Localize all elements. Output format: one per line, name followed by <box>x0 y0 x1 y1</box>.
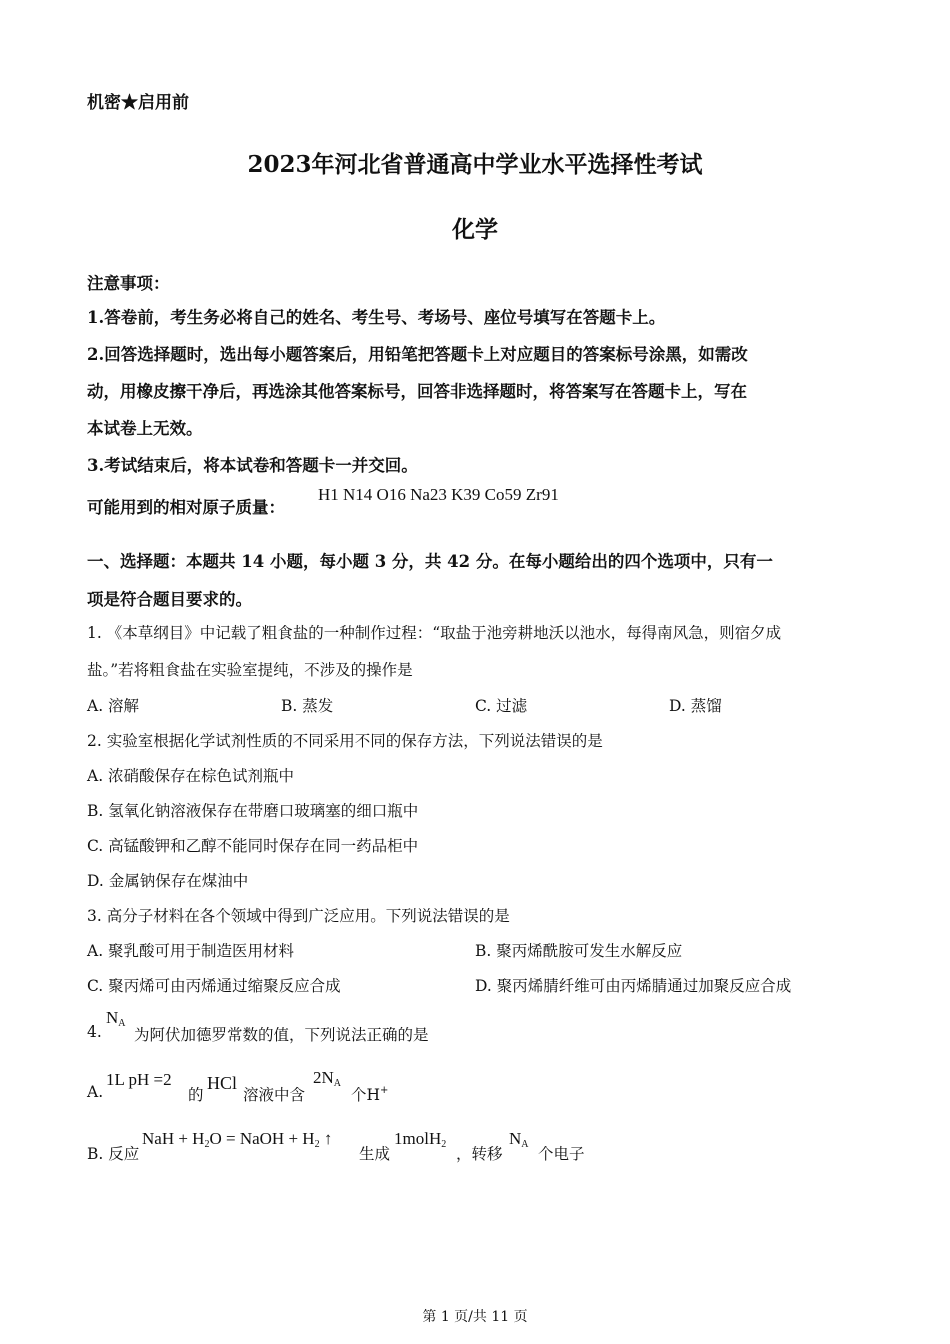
eq-sub-1: 2 <box>204 1139 210 1150</box>
plus-charge: + <box>380 1085 389 1096</box>
atomic-mass-label: 可能用到的相对原子质量： <box>87 498 285 517</box>
ge-char: 个 <box>351 1086 367 1104</box>
question-4-option-b-text-2: ，转移 <box>456 1145 503 1163</box>
notice-heading: 注意事项： <box>87 274 170 293</box>
two-n: 2N <box>313 1068 334 1087</box>
question-3-option-b: B. 聚丙烯酰胺可发生水解反应 <box>475 942 683 960</box>
notice-item-2-line-1: 2.回答选择题时，选出每小题答案后，用铅笔把答题卡上对应题目的答案标号涂黑，如需改 <box>87 345 748 364</box>
eq-sub-2: 2 <box>314 1139 320 1150</box>
question-4-option-a-label: A. <box>87 1083 104 1101</box>
section-1-heading-line-2: 项是符合题目要求的。 <box>87 590 252 609</box>
question-4-number: 4. <box>87 1023 102 1041</box>
notice-item-2-line-2: 动，用橡皮擦干净后，再选涂其他答案标号，回答非选择题时，将答案写在答题卡上，写在 <box>87 382 747 401</box>
mol-sub: 2 <box>441 1139 447 1150</box>
na-subscript: A <box>118 1018 126 1029</box>
question-4-option-b-equation <box>142 1129 332 1150</box>
na-letter: N <box>106 1008 119 1027</box>
notice-item-3: 3.考试结束后，将本试卷和答题卡一并交回。 <box>87 456 418 475</box>
question-4-stem: 为阿伏加德罗常数的值，下列说法正确的是 <box>134 1026 429 1044</box>
notice-item-1: 1.答卷前，考生务必将自己的姓名、考生号、考场号、座位号填写在答题卡上。 <box>87 308 666 327</box>
eq-part-2: O = NaOH + H <box>209 1129 315 1148</box>
question-4-option-a-text-3 <box>351 1083 388 1105</box>
question-1-option-d: D. 蒸馏 <box>669 697 722 715</box>
question-4-na-symbol <box>106 1008 126 1029</box>
question-2-option-c: C. 高锰酸钾和乙醇不能同时保存在同一药品柜中 <box>87 837 419 855</box>
question-3-stem: 3. 高分子材料在各个领域中得到广泛应用。下列说法错误的是 <box>87 907 510 925</box>
page-footer: 第 1 页/共 11 页 <box>422 1309 528 1325</box>
section-1-heading-line-1: 一、选择题：本题共 14 小题，每小题 3 分，共 42 分。在每小题给出的四个选项中，只有一 <box>87 552 773 571</box>
question-4-option-b-na <box>509 1129 529 1150</box>
question-3-option-a: A. 聚乳酸可用于制造医用材料 <box>87 942 295 960</box>
question-1-option-a: A. 溶解 <box>87 697 140 715</box>
question-4-option-b-text-3: 个电子 <box>538 1145 585 1163</box>
question-4-option-b-text-1: 生成 <box>359 1145 391 1163</box>
question-4-option-a-hcl: HCl <box>207 1073 238 1093</box>
question-1-option-c: C. 过滤 <box>475 697 528 715</box>
question-4-option-b-label: B. 反应 <box>87 1145 140 1163</box>
question-1-line-1: 1. 《本草纲目》中记载了粗食盐的一种制作过程：“取盐于池旁耕地沃以池水，每得南风急，则宿夕成 <box>87 624 782 642</box>
gas-arrow: ↑ <box>319 1129 333 1148</box>
question-1-option-b: B. 蒸发 <box>281 697 334 715</box>
exam-title: 2023年河北省普通高中学业水平选择性考试 <box>247 151 703 178</box>
question-4-option-a-2na <box>313 1068 341 1089</box>
subject-title: 化学 <box>452 216 498 243</box>
na-subscript-b: A <box>521 1139 529 1150</box>
confidential-label: 机密★启用前 <box>87 93 189 113</box>
mol-h: 1molH <box>394 1129 442 1148</box>
question-3-option-d: D. 聚丙烯腈纤维可由丙烯腈通过加聚反应合成 <box>475 977 792 995</box>
question-2-stem: 2. 实验室根据化学试剂性质的不同采用不同的保存方法，下列说法错误的是 <box>87 732 603 750</box>
na-subscript-a: A <box>333 1078 342 1089</box>
question-4-option-a-ph: 1L pH =2 <box>106 1070 172 1089</box>
eq-part-1: NaH + H <box>142 1129 205 1148</box>
question-1-line-2: 盐。”若将粗食盐在实验室提纯，不涉及的操作是 <box>87 661 413 679</box>
question-4-option-b-mol <box>394 1129 446 1150</box>
question-3-option-c: C. 聚丙烯可由丙烯通过缩聚反应合成 <box>87 977 341 995</box>
question-2-option-b: B. 氢氧化钠溶液保存在带磨口玻璃塞的细口瓶中 <box>87 802 419 820</box>
question-2-option-d: D. 金属钠保存在煤油中 <box>87 872 249 890</box>
hydrogen-ion: H <box>366 1086 381 1104</box>
notice-item-2-line-3: 本试卷上无效。 <box>87 419 203 438</box>
question-2-option-a: A. 浓硝酸保存在棕色试剂瓶中 <box>87 767 295 785</box>
na-letter-b: N <box>509 1129 522 1148</box>
question-4-option-a-text-2: 溶液中含 <box>243 1086 306 1104</box>
question-4-option-a-text-1: 的 <box>188 1086 204 1104</box>
atomic-mass-values: H1 N14 O16 Na23 K39 Co59 Zr91 <box>318 485 559 504</box>
